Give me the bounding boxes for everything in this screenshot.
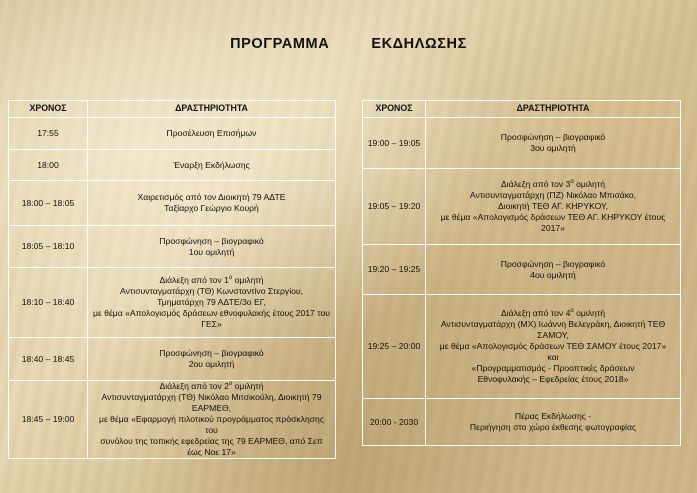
row-time: 19:05 – 19:20 [363, 169, 426, 245]
page-title [0, 36, 697, 52]
row-time: 18:10 – 18:40 [9, 268, 88, 338]
row-activity: Διάλεξη από τον $3^o$ ομιλητή Αντισυνταγματάρχη (ΠΖ) Νικόλαο Μπισάκο, Διοικητή ΤΕΘ ΑΓ. ΚΗΡΥΚΟΥ, με θέμα «Απολογισμός δράσεων ΤΕΘ ΑΓ. ΚΗΡΥΚΟΥ έτους 2017» [426, 169, 681, 245]
row-time: 18:00 [9, 150, 88, 181]
row-time: 18:45 – 19:00 [9, 381, 88, 459]
row-activity: Διάλεξη από τον $4^o$ ομιλητή Αντισυνταγματάρχη (ΜΧ) Ιωάννη Βελεγράκη, Διοικητή ΤΕΘ ΣΑΜΟΥ, με θέμα «Απολογισμός δράσεων ΤΕΘ ΣΑΜΟΥ έτους 2017» και «Προγραμματισμός - Προοπτικές δράσεων Εθνοφυλακής – Εφεδρείας έτους 2018» [426, 295, 681, 399]
schedule-table-right [362, 100, 681, 446]
row-time: 20:00 - 2030 [363, 399, 426, 446]
title-word-ekdilosis: ΕΚΔΗΛΩΣΗΣ [371, 36, 467, 52]
row-time: 18:00 – 18:05 [9, 181, 88, 226]
table-row [9, 338, 336, 381]
row-activity: Προσφώνηση – βιογραφικό 2ου ομιλητή [88, 338, 336, 381]
row-time: 17:55 [9, 118, 88, 150]
table-row [363, 245, 681, 295]
row-time: 19:00 – 19:05 [363, 118, 426, 169]
row-activity: Προσφώνηση – βιογραφικό 4ου ομιλητή [426, 245, 681, 295]
schedule-table-left [8, 100, 336, 459]
table-header-row [363, 101, 681, 118]
row-time: 18:40 – 18:45 [9, 338, 88, 381]
row-activity: Πέρας Εκδήλωσης - Περιήγηση στο χώρο έκθεσης φωτογραφίας [426, 399, 681, 446]
table-row [9, 268, 336, 338]
title-word-programma: ΠΡΟΓΡΑΜΜΑ [230, 36, 330, 52]
row-activity: Προσφώνηση – βιογραφικό 3ου ομιλητή [426, 118, 681, 169]
table-row [363, 169, 681, 245]
table-header-row [9, 101, 336, 118]
table-row [9, 150, 336, 181]
row-time: 19:25 – 20:00 [363, 295, 426, 399]
row-activity: Προσφώνηση – βιογραφικό 1ου ομιλητή [88, 226, 336, 268]
table-row [9, 118, 336, 150]
table-row [9, 181, 336, 226]
table-row [9, 226, 336, 268]
table-row [363, 295, 681, 399]
table-row [363, 399, 681, 446]
header-activity: ΔΡΑΣΤΗΡΙΟΤΗΤΑ [426, 101, 681, 118]
row-activity: Διάλεξη από τον $1^o$ ομιλητή Αντισυνταγματάρχη (ΤΘ) Κωνσταντίνο Στεργίου, Τμηματάρχη 79 ΑΔΤΕ/3ο ΕΓ, με θέμα «Απολογισμός δράσεων εθνοφυλακής έτους 2017 του ΓΕΣ» [88, 268, 336, 338]
header-time: ΧΡΟΝΟΣ [363, 101, 426, 118]
row-time: 18:05 – 18:10 [9, 226, 88, 268]
table-row [9, 381, 336, 459]
row-activity: Έναρξη Εκδήλωσης [88, 150, 336, 181]
row-activity: Διάλεξη από τον $2^o$ ομιλητή Αντισυνταγματάρχη (ΤΘ) Νικόλαο Μιτσικούλη, Διοικητή 79 ΕΑΡΜΕΘ, με θέμα «Εφαρμογή πιλοτικού προγράμματος πρόσκλησης του συνόλου της τοπικής εφεδρείας της 79 ΕΑΡΜΕΘ, από Σεπ έως Νοε 17» [88, 381, 336, 459]
row-activity: Προσέλευση Επισήμων [88, 118, 336, 150]
table-row [363, 118, 681, 169]
header-time: ΧΡΟΝΟΣ [9, 101, 88, 118]
row-time: 19:20 – 19:25 [363, 245, 426, 295]
header-activity: ΔΡΑΣΤΗΡΙΟΤΗΤΑ [88, 101, 336, 118]
row-activity: Χαιρετισμός από τον Διοικητή 79 ΑΔΤΕ Ταξίαρχο Γεώργιο Κουρή [88, 181, 336, 226]
